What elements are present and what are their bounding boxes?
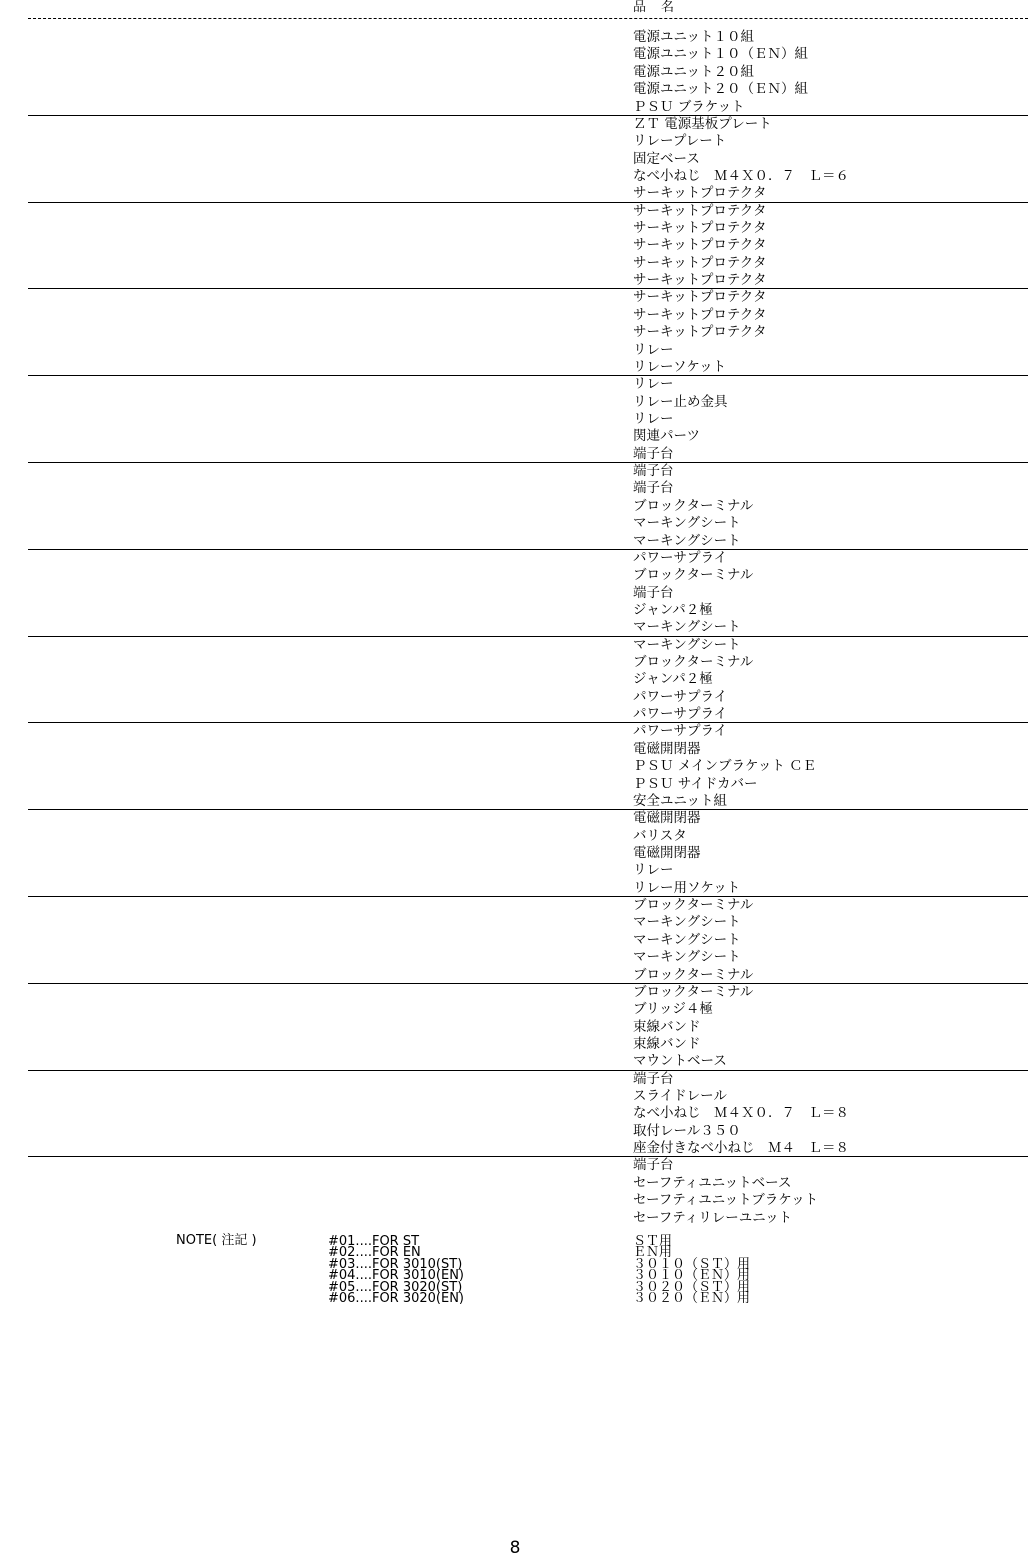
- header-dashed-divider: [28, 18, 1028, 19]
- part-name: なべ小ねじ Ｍ４Ｘ０．７ Ｌ＝８: [633, 1105, 849, 1122]
- part-name: サーキットプロテクタ: [633, 202, 767, 219]
- part-name: 電源ユニット２０（ＥＮ）組: [633, 81, 808, 98]
- part-name: ジャンパ２極: [633, 671, 713, 688]
- note-description: ＥＮ用: [633, 1245, 673, 1261]
- part-name: ブロックターミナル: [633, 497, 754, 514]
- part-name: サーキットプロテクタ: [633, 237, 767, 254]
- part-name: マーキングシート: [633, 619, 741, 636]
- part-name: 束線バンド: [633, 1035, 701, 1052]
- group-divider: [28, 722, 1028, 723]
- column-header-part-name: 品 名: [633, 0, 676, 15]
- part-name: 座金付きなべ小ねじ Ｍ４ Ｌ＝８: [633, 1140, 849, 1157]
- part-name: ブリッジ４極: [633, 1001, 713, 1018]
- part-name: セーフティユニットブラケット: [633, 1192, 819, 1209]
- part-name: 電磁開閉器: [633, 844, 701, 861]
- group-divider: [28, 462, 1028, 463]
- part-name: マーキングシート: [633, 914, 741, 931]
- part-name: パワーサプライ: [633, 688, 728, 705]
- part-name: なべ小ねじ Ｍ４Ｘ０．７ Ｌ＝６: [633, 167, 849, 184]
- part-name: 端子台: [633, 463, 674, 479]
- part-name: パワーサプライ: [633, 549, 728, 566]
- part-name: サーキットプロテクタ: [633, 289, 767, 306]
- note-code: #03....FOR 3010(ST): [328, 1256, 463, 1272]
- note-description: ３０２０（ＥＮ）用: [633, 1290, 751, 1306]
- part-name: 安全ユニット組: [633, 792, 727, 809]
- part-name: リレー用ソケット: [633, 879, 741, 896]
- part-name: パワーサプライ: [633, 706, 728, 723]
- part-name: サーキットプロテクタ: [633, 324, 767, 341]
- part-name: サーキットプロテクタ: [633, 219, 767, 236]
- part-name: リレーソケット: [633, 358, 727, 375]
- group-divider: [28, 115, 1028, 116]
- part-name: 電磁開閉器: [633, 810, 701, 827]
- part-name: パワーサプライ: [633, 723, 728, 740]
- part-name: マーキングシート: [633, 949, 741, 966]
- part-name: 電源ユニット１０（ＥＮ）組: [633, 46, 808, 63]
- part-name: マーキングシート: [633, 636, 741, 653]
- part-name: 束線バンド: [633, 1018, 701, 1035]
- part-name: 固定ベース: [633, 150, 700, 167]
- part-name: 端子台: [633, 480, 674, 497]
- part-name: リレー: [633, 410, 674, 427]
- group-divider: [28, 1156, 1028, 1157]
- part-name: セーフティリレーユニット: [633, 1209, 793, 1226]
- part-name: マーキングシート: [633, 532, 741, 549]
- part-name: マーキングシート: [633, 515, 741, 532]
- part-name: ブロックターミナル: [633, 966, 754, 983]
- part-name: ＰＳＵ メインブラケット ＣＥ: [633, 758, 817, 775]
- group-divider: [28, 636, 1028, 637]
- part-name: ブロックターミナル: [633, 653, 754, 670]
- part-name: マウントベース: [633, 1053, 727, 1070]
- part-name: サーキットプロテクタ: [633, 306, 767, 323]
- note-code: #02....FOR EN: [328, 1245, 421, 1261]
- part-name: ブロックターミナル: [633, 983, 754, 1000]
- note-description: ３０１０（ＳＴ）用: [633, 1256, 751, 1272]
- note-code: #05....FOR 3020(ST): [328, 1279, 463, 1295]
- part-name: 端子台: [633, 584, 674, 601]
- part-name: 端子台: [633, 1157, 674, 1174]
- part-name: リレープレート: [633, 133, 727, 150]
- part-name: サーキットプロテクタ: [633, 254, 767, 271]
- part-name: リレー: [633, 862, 674, 879]
- note-description: ３０１０（ＥＮ）用: [633, 1268, 751, 1284]
- group-divider: [28, 983, 1028, 984]
- part-name: マーキングシート: [633, 931, 741, 948]
- part-name: リレー: [633, 341, 674, 358]
- part-name: 電源ユニット２０組: [633, 63, 754, 80]
- note-codes: [328, 1236, 464, 1304]
- group-divider: [28, 288, 1028, 289]
- note-code: #04....FOR 3010(EN): [328, 1268, 465, 1284]
- part-name: サーキットプロテクタ: [633, 272, 767, 289]
- part-name: 取付レール３５０: [633, 1122, 741, 1139]
- group-divider: [28, 1070, 1028, 1071]
- part-name: 電源ユニット１０組: [633, 29, 754, 45]
- group-divider: [28, 896, 1028, 897]
- part-name: リレー: [633, 376, 674, 393]
- part-name: 関連パーツ: [633, 428, 700, 445]
- part-name: セーフティユニットベース: [633, 1174, 792, 1191]
- note-description: ＳＴ用: [633, 1234, 673, 1249]
- part-name: ブロックターミナル: [633, 897, 754, 913]
- page-number: 8: [509, 1538, 521, 1558]
- group-divider: [28, 202, 1028, 203]
- part-name: ジャンパ２極: [633, 601, 713, 618]
- part-name: ＺＴ 電源基板プレート: [633, 115, 772, 132]
- part-name: リレー止め金具: [633, 393, 728, 410]
- note-description: ３０２０（ＳＴ）用: [633, 1279, 751, 1295]
- part-name: スライドレール: [633, 1087, 727, 1104]
- group-divider: [28, 375, 1028, 376]
- group-divider: [28, 549, 1028, 550]
- part-name: サーキットプロテクタ: [633, 185, 767, 202]
- part-name: ブロックターミナル: [633, 567, 754, 584]
- part-name: バリスタ: [633, 827, 687, 844]
- part-name: 電磁開閉器: [633, 740, 701, 757]
- note-label: NOTE( 注記 ): [176, 1233, 257, 1248]
- part-name: 端子台: [633, 1070, 674, 1087]
- part-name: 端子台: [633, 445, 674, 462]
- group-divider: [28, 809, 1028, 810]
- note-code: #01....FOR ST: [328, 1234, 420, 1249]
- part-name: ＰＳＵ サイドカバー: [633, 775, 758, 792]
- part-name: ＰＳＵ ブラケット: [633, 98, 745, 115]
- note-descriptions: [633, 1236, 750, 1304]
- note-code: #06....FOR 3020(EN): [328, 1290, 465, 1306]
